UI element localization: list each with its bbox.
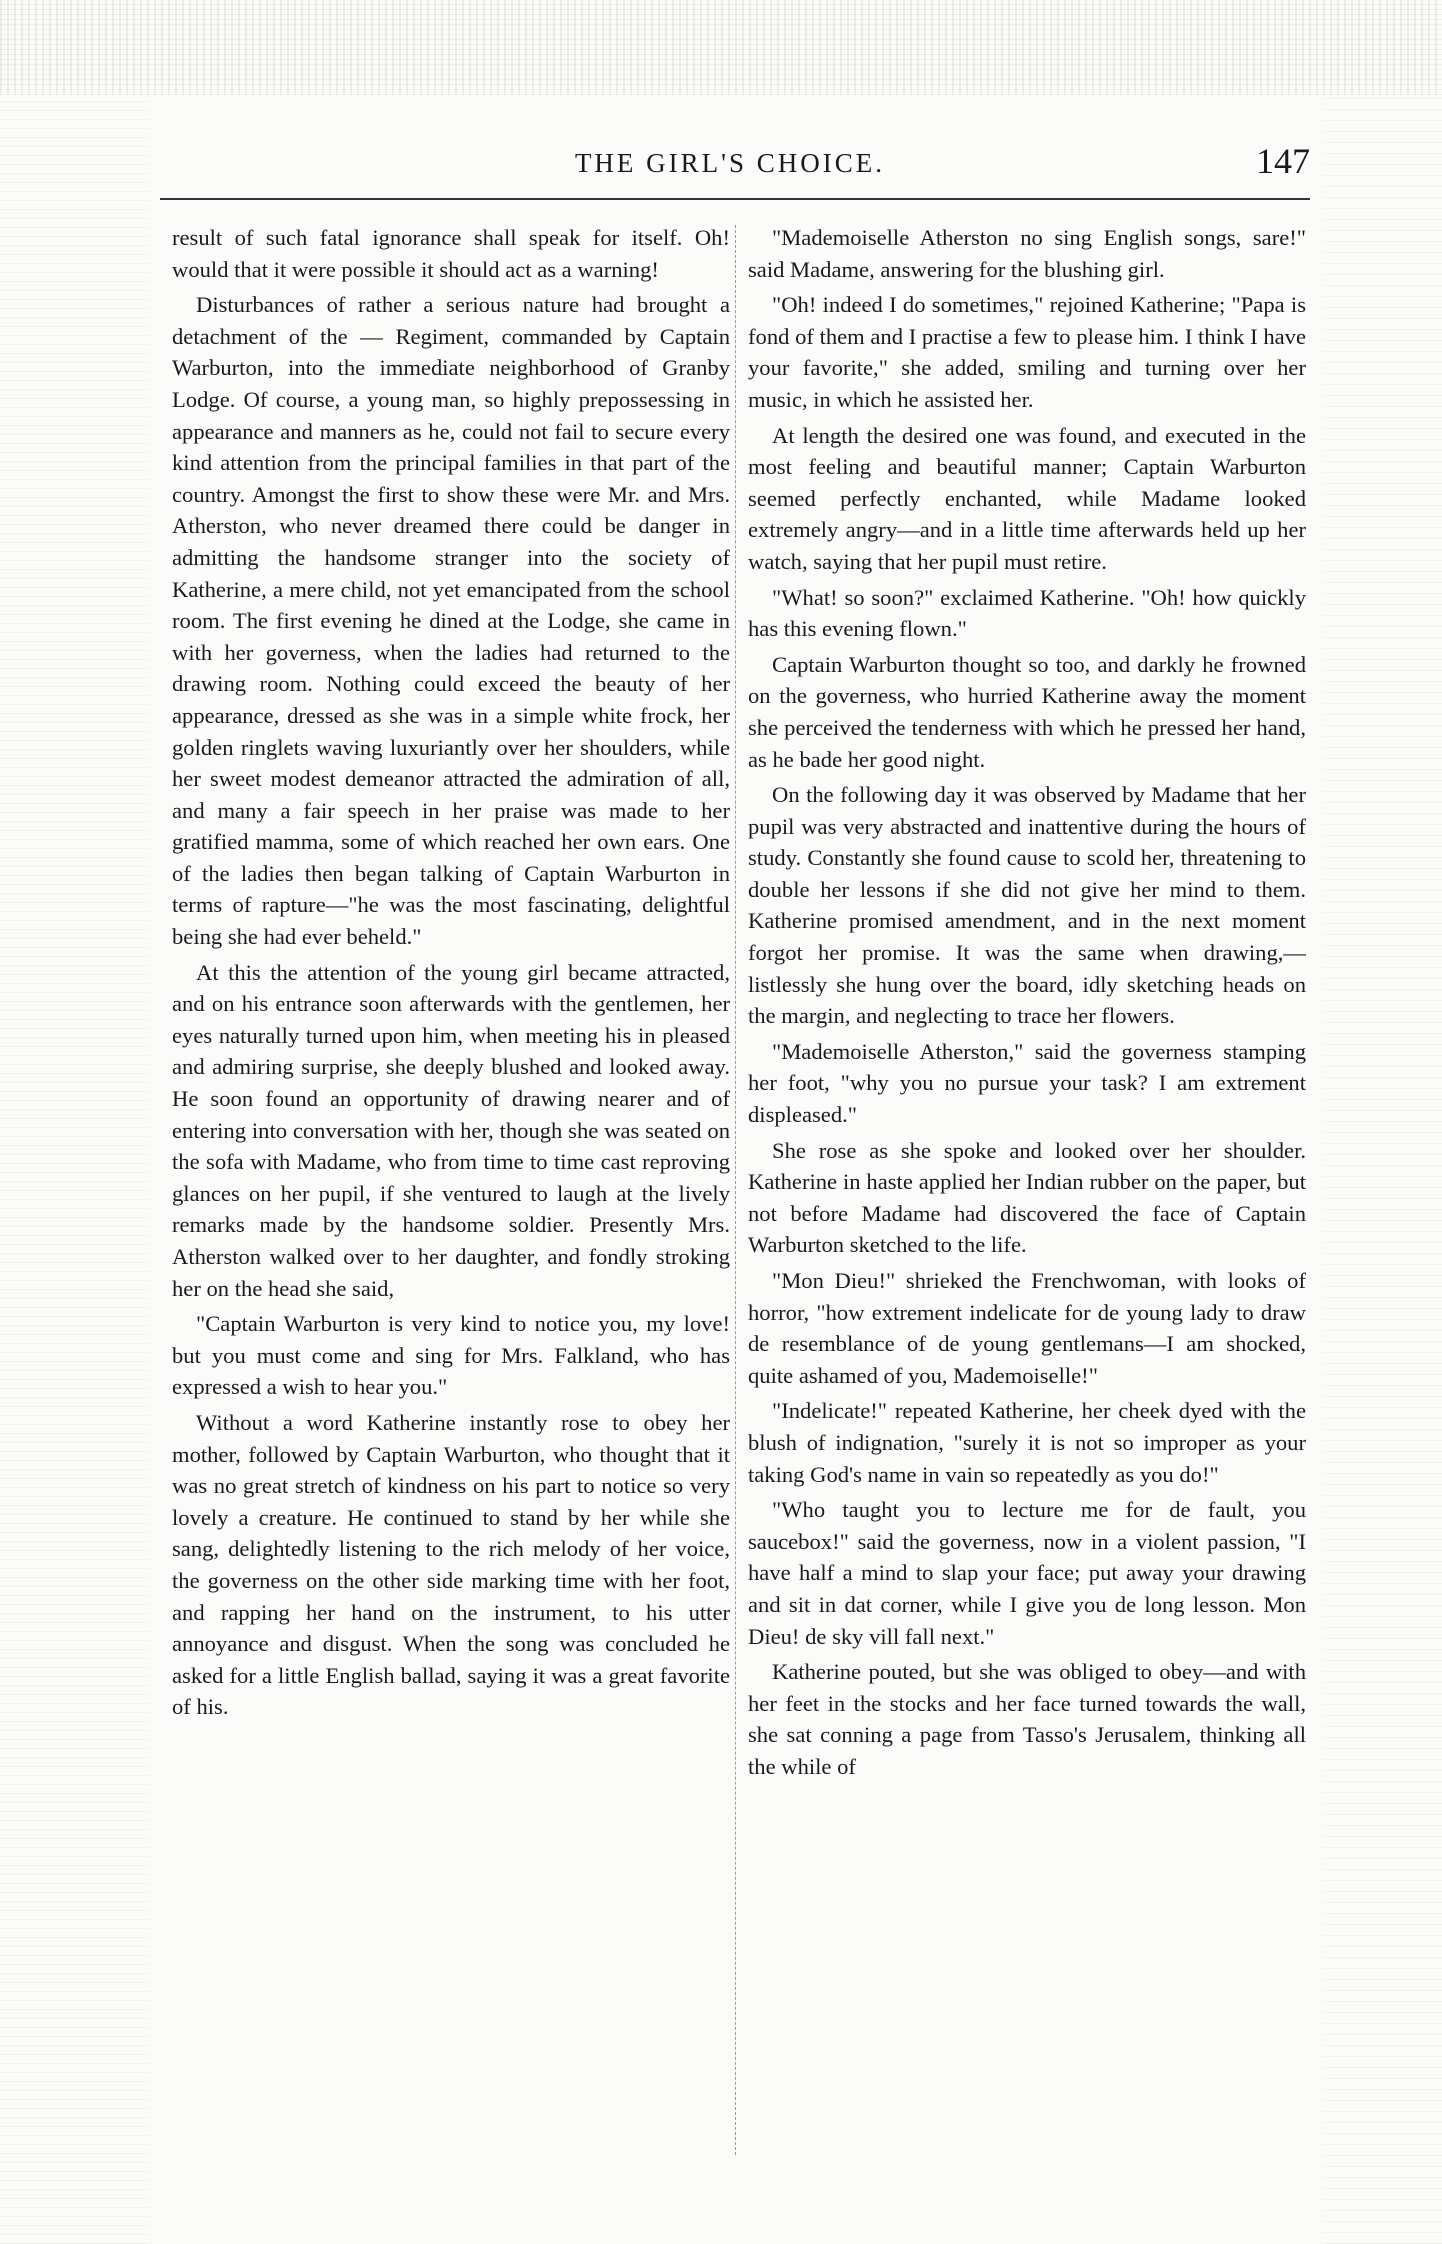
paragraph: "Captain Warburton is very kind to notice you, my love! but you must come and sing for Mrs. Falkland, who has expressed a wish to hear you.": [172, 1311, 730, 1400]
left-column: [172, 222, 730, 2162]
scan-noise-top: [0, 0, 1442, 95]
paragraph: Katherine pouted, but she was obliged to obey—and with her feet in the stocks and her face turned towards the wall, she sat conning a page from Tasso's Jerusalem, thinking all the while of: [748, 1659, 1306, 1779]
scan-noise-left: [0, 95, 150, 2244]
paragraph: "Oh! indeed I do sometimes," rejoined Katherine; "Papa is fond of them and I practise a few to please him. I think I have your favorite," she added, smiling and turning over her music, in which he assisted her.: [748, 292, 1306, 412]
paragraph: Without a word Katherine instantly rose to obey her mother, followed by Captain Warburton, who thought that it was no great stretch of kindness on his part to notice so very lovely a creature. He continued to stand by her while she sang, delightedly listening to the rich melody of her voice, the governess on the other side marking time with her foot, and rapping her hand on the instrument, to his utter annoyance and disgust. When the song was concluded he asked for a little English ballad, saying it was a great favorite of his.: [172, 1409, 730, 1720]
scan-noise-right: [1322, 95, 1442, 2244]
page-number: 147: [1256, 141, 1310, 181]
paragraph: result of such fatal ignorance shall speak for itself. Oh! would that it were possible it should act as a warning!: [172, 225, 730, 282]
right-column: [748, 222, 1306, 2162]
paragraph: Disturbances of rather a serious nature had brought a detachment of the — Regiment, commanded by Captain Warburton, into the immediate neighborhood of Granby Lodge. Of course, a young man, so highly prepossessing in appearance and manners as he, could not fail to secure every kind attention from the principal families in that part of the country. Amongst the first to show these were Mr. and Mrs. Atherston, who never dreamed there could be danger in admitting the handsome stranger into the society of Katherine, a mere child, not yet emancipated from the school room. The first evening he dined at the Lodge, she came in with her governess, when the ladies had returned to the drawing room. Nothing could exceed the beauty of her appearance, dressed as she was in a simple white frock, her golden ringlets waving luxuriantly over her shoulders, while her sweet modest demeanor attracted the admiration of all, and many a fair speech in her praise was made to her gratified mamma, some of which reached her own ears. One of the ladies then began talking of Captain Warburton in terms of rapture—"he was the most fascinating, delightful being she had ever beheld.": [172, 292, 730, 950]
paragraph: On the following day it was observed by Madame that her pupil was very abstracted and inattentive during the hours of study. Constantly she found cause to scold her, threatening to double her lessons if she did not give her mind to them. Katherine promised amendment, and in the next moment forgot her promise. It was the same when drawing,—listlessly she hung over the board, idly sketching heads on the margin, and neglecting to trace her flowers.: [748, 782, 1306, 1029]
header-rule: [160, 198, 1310, 200]
running-title: THE GIRL'S CHOICE.: [574, 148, 886, 178]
paragraph: "Mademoiselle Atherston no sing English songs, sare!" said Madame, answering for the blushing girl.: [748, 225, 1306, 282]
paragraph: At length the desired one was found, and executed in the most feeling and beautiful manner; Captain Warburton seemed perfectly enchanted, while Madame looked extremely angry—and in a little time afterwards held up her watch, saying that her pupil must retire.: [748, 422, 1306, 574]
column-divider: [735, 225, 736, 2155]
paragraph: "Indelicate!" repeated Katherine, her cheek dyed with the blush of indignation, "surely it is not so improper as your taking God's name in vain so repeatedly as you do!": [748, 1398, 1306, 1487]
paragraph: "Mademoiselle Atherston," said the governess stamping her foot, "why you no pursue your task? I am extrement displeased.": [748, 1038, 1306, 1128]
page-header: [150, 140, 1310, 190]
paragraph: "What! so soon?" exclaimed Katherine. "Oh! how quickly has this evening flown.": [748, 584, 1306, 642]
paragraph: Captain Warburton thought so too, and darkly he frowned on the governess, who hurried Katherine away the moment she perceived the tenderness with which he pressed her hand, as he bade her good night.: [748, 651, 1306, 772]
paragraph: At this the attention of the young girl became attracted, and on his entrance soon afterwards with the gentlemen, her eyes naturally turned upon him, when meeting his in pleased and admiring surprise, she deeply blushed and looked away. He soon found an opportunity of drawing nearer and of entering into conversation with her, though she was seated on the sofa with Madame, who from time to time cast reproving glances on her pupil, if she ventured to laugh at the lively remarks made by the handsome soldier. Presently Mrs. Atherston walked over to her daughter, and fondly stroking her on the head she said,: [172, 959, 730, 1301]
paragraph: "Who taught you to lecture me for de fault, you saucebox!" said the governess, now in a violent passion, "I have half a mind to slap your face; put away your drawing and sit in dat corner, while I give you de long lesson. Mon Dieu! de sky vill fall next.": [748, 1497, 1306, 1649]
paragraph: "Mon Dieu!" shrieked the Frenchwoman, with looks of horror, "how extrement indelicate for de young lady to draw de resemblance of de young gentlemans—I am shocked, quite ashamed of you, Mademoiselle!": [748, 1268, 1306, 1388]
paragraph: She rose as she spoke and looked over her shoulder. Katherine in haste applied her Indian rubber on the paper, but not before Madame had discovered the face of Captain Warburton sketched to the life.: [748, 1137, 1306, 1258]
